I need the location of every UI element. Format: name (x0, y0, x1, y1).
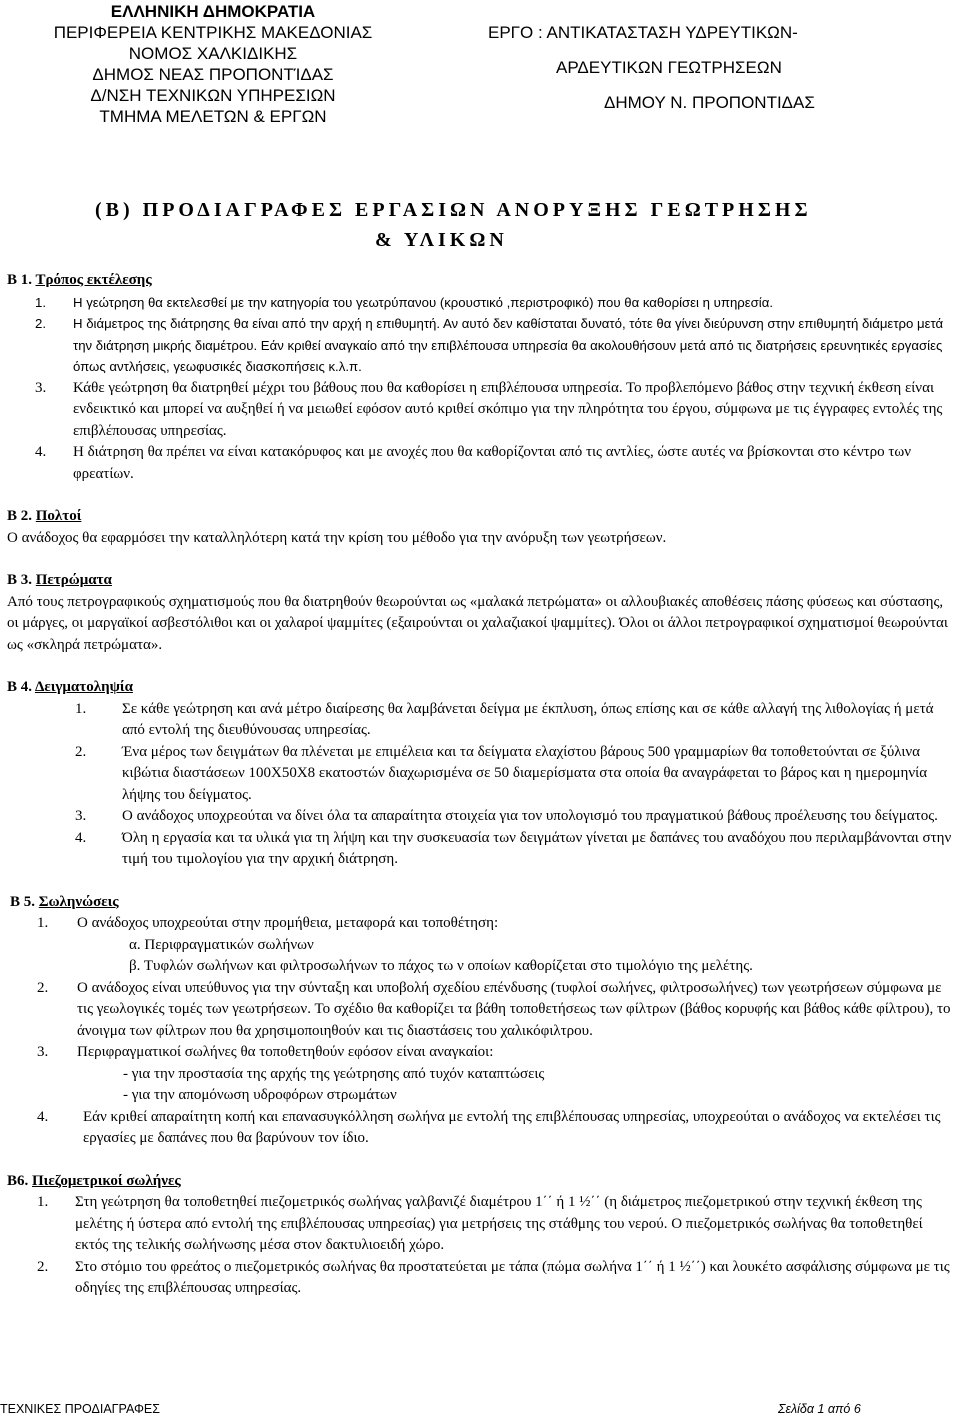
authority-line-2: ΠΕΡΙΦΕΡΕΙΑ ΚΕΝΤΡΙΚΗΣ ΜΑΚΕΔΟΝΙΑΣ (53, 23, 373, 42)
title-line-1: (Β) ΠΡΟΔΙΑΓΡΑΦΕΣ ΕΡΓΑΣΙΩΝ ΑΝΟΡΥΞΗΣ ΓΕΩΤΡΗΣΗΣ (95, 199, 812, 221)
item-number: 4. (75, 829, 87, 846)
item-number: 2. (75, 743, 87, 760)
list-item (7, 978, 957, 1043)
section-b2-title: Πολτοί (35, 508, 82, 524)
item-text: Όλη η εργασία και τα υλικά για τη λήψη και την συσκευασία των δειγμάτων γίνεται με δαπάνες του αναδόχου που περιλαμβάνονται στην τιμή του τιμολογίου για την αρχική διάτρηση. (122, 829, 952, 867)
sub-item: - για την απομόνωση υδροφόρων στρωμάτων (123, 1087, 397, 1103)
item-text: Κάθε γεώτρηση θα διατρηθεί μέχρι του βάθους που θα καθορίσει η επιβλέπουσα υπηρεσία. Το προβλεπόμενο βάθος στην τεχνική έκθεση είναι ενδεικτικό και μπορεί να αυξηθεί ή να μειωθεί εφόσον αυτό κριθεί σκόπιμο για την πληρότητα του έργου, σύμφωνα με τις έγγραφες εντολές της επιβλέπουσας υπηρεσίας. (73, 379, 943, 439)
item-text: Η διάτρηση θα πρέπει να είναι κατακόρυφος και με ανοχές που θα καθορίζονται από τις αντλίες, ώστε αυτές να βρίσκονται στο κέντρο των φρεατίων. (73, 444, 912, 482)
list-item (7, 806, 957, 828)
section-b5-label: Β 5. (10, 893, 39, 910)
item-number: 3. (37, 1044, 49, 1060)
item-text: Εάν κριθεί απαραίτητη κοπή και επανασυγκόλληση σωλήνα με εντολή της επιβλέπουσας υπηρεσίας, υποχρεούται ο ανάδοχος να εκτελέσει τις εργασίες με δαπάνες που θα βαρύνουν τον ίδιο. (83, 1108, 941, 1146)
item-number: 2. (37, 1258, 49, 1275)
section-b1-label: Β 1. (7, 272, 36, 288)
item-text: Ο ανάδοχος υποχρεούται να δίνει όλα τα απαραίτητα στοιχεία για τον υπολογισμό του πραγματικού βάθους προέλευσης του δείγματος. (122, 808, 938, 824)
list-item (7, 1107, 957, 1150)
section-b1-list (7, 292, 957, 378)
item-text: Περιφραγματικοί σωλήνες θα τοποθετηθούν εφόσον είναι αναγκαίοι: (77, 1044, 494, 1060)
title-line-2: & ΥΛΙΚΩΝ (375, 229, 508, 251)
authority-line-4: ΔΗΜΟΣ ΝΕΑΣ ΠΡΟΠΟΝΤΊΔΑΣ (92, 65, 334, 84)
item-number: 1. (75, 700, 87, 717)
section-b1-heading (7, 270, 957, 292)
section-b4-heading (7, 677, 957, 699)
section-b2-heading (7, 506, 957, 528)
list-item (7, 378, 957, 443)
item-number: 2. (37, 979, 49, 996)
section-b2-text: Ο ανάδοχος θα εφαρμόσει την καταλληλότερη κατά την κρίση του μέθοδο για την ανόρυξη των γεωτρήσεων. (7, 529, 667, 546)
section-b5-title: Σωληνώσεις (38, 893, 119, 910)
authority-line-5: Δ/ΝΣΗ ΤΕΧΝΙΚΩΝ ΥΠΗΡΕΣΙΩΝ (90, 86, 336, 105)
item-number: 1. (35, 294, 46, 310)
section-b3-heading (7, 570, 957, 592)
sub-item: - για την προστασία της αρχής της γεώτρησης από τυχόν καταπτώσεις (123, 1065, 545, 1082)
sub-item: β. Τυφλών σωλήνων και φιλτροσωλήνων το πάχος τω ν οποίων καθορίζεται στο τιμολόγιο της μελέτης. (129, 958, 753, 974)
authority-line-6: ΤΜΗΜΑ ΜΕΛΕΤΩΝ & ΕΡΓΩΝ (99, 107, 327, 126)
list-item (7, 699, 957, 742)
item-number: 1. (37, 915, 49, 931)
spacer (7, 656, 957, 677)
item-number: 4. (37, 1108, 49, 1125)
item-number: 3. (35, 379, 47, 396)
document-title (95, 195, 865, 255)
authority-line-3: ΝΟΜΟΣ ΧΑΛΚΙΔΙΚΗΣ (128, 44, 298, 63)
list-item (7, 313, 957, 378)
project-block (488, 21, 848, 114)
item-number: 1. (37, 1194, 49, 1210)
section-b6-heading (7, 1171, 957, 1193)
section-b6-title: Πιεζομετρικοί σωλήνες (32, 1172, 181, 1189)
footer-page-number: Σελίδα 1 από 6 (778, 1402, 861, 1416)
section-b5-heading (10, 892, 957, 914)
list-item (7, 442, 957, 485)
spacer (7, 549, 957, 570)
spacer (7, 485, 957, 506)
item-text: Ένα μέρος των δειγμάτων θα πλένεται με επιμέλεια και τα δείγματα ελαχίστου βάρους 500 γραμμαρίων θα τοποθετούνται σε ξύλινα κιβώτια διαστάσεων 100Χ50Χ8 εκατοστών διαχωρισμένα σε 50 διαμερίσματα στα οποία θα αναγράφεται το βάρος και η ημερομηνία λήψης του δείγματος. (122, 743, 928, 803)
item-text: Σε κάθε γεώτρηση και ανά μέτρο διαίρεσης θα λαμβάνεται δείγμα με έκπλυση, όπως επίσης και σε κάθε αλλαγή της λιθολογίας ή μετά από εντολή της διευθύνουσας υπηρεσίας. (122, 700, 934, 738)
item-text: Ο ανάδοχος είναι υπεύθυνος για την σύνταξη και υποβολή σχεδίου επένδυσης (τυφλοί σωλήνες, φιλτροσωλήνες) των γεωτρήσεων σύμφωνα με τις γεωλογικές τομές των γεωτρήσεων. Το σχέδιο θα καθορίζει τα βάθη τοποθετήσεως των φίλτρων (βάθος κορυφής και βάθος κάθε φίλτρου), το άνοιγμα των φίλτρων που θα χρησιμοποιηθούν και τις διαστάσεις του χαλικόφιλτρου. (77, 979, 951, 1039)
item-text: Ο ανάδοχος υποχρεούται στην προμήθεια, μεταφορά και τοποθέτηση: (77, 915, 499, 931)
section-b6-label: Β6. (7, 1172, 33, 1189)
item-number: 4. (35, 444, 47, 460)
section-b3-label: Β 3. (7, 572, 36, 588)
item-text: Η διάμετρος της διάτρησης θα είναι από την αρχή η επιθυμητή. Αν αυτό δεν καθίσταται δυνατό, τότε θα γίνει διεύρυνση στην επιθυμητή διάμετρο μετά την διάτρηση μικρής διαμέτρου. Εάν κριθεί αναγκαίο από την επιβλέπουσα υπηρεσία θα ακολουθήσουν μετά από τις διατρήσεις ερευνητικές εργασίες όπως αντλήσεις, γεωφυσικές διασκοπήσεις κ.λ.π. (73, 316, 944, 374)
list-item (7, 742, 957, 807)
item-number: 3. (75, 808, 87, 824)
document-body (7, 270, 957, 1300)
section-b3-title: Πετρώματα (35, 572, 112, 588)
item-number: 2. (35, 316, 46, 331)
spacer (7, 1150, 957, 1171)
list-item (7, 292, 957, 314)
list-item (7, 1257, 957, 1300)
spacer (7, 871, 957, 892)
sub-item: α. Περιφραγματικών σωλήνων (129, 936, 314, 953)
authority-line-1: ΕΛΛΗΝΙΚΗ ΔΗΜΟΚΡΑΤΙΑ (110, 2, 316, 21)
list-item (7, 913, 957, 978)
section-b1-list-cont (7, 378, 957, 486)
project-line-3: ΔΗΜΟΥ Ν. ΠΡΟΠΟΝΤΙΔΑΣ (604, 93, 815, 112)
list-item (7, 828, 957, 871)
section-b4-label: Β 4. (7, 679, 35, 695)
project-line-2: ΑΡΔΕΥΤΙΚΩΝ ΓΕΩΤΡΗΣΕΩΝ (556, 58, 782, 77)
item-text: Η γεώτρηση θα εκτελεσθεί με την κατηγορία του γεωτρύπανου (κρουστικό ,περιστροφικό) που θα καθορίσει η υπηρεσία. (73, 294, 774, 310)
issuing-authority-block (8, 1, 418, 127)
section-b4-title: Δειγματοληψία (34, 679, 133, 695)
footer-document-name: ΤΕΧΝΙΚΕΣ ΠΡΟΔΙΑΓΡΑΦΕΣ (0, 1402, 160, 1416)
section-b1-title: Τρόπος εκτέλεσης (35, 272, 152, 288)
section-b2-label: Β 2. (7, 508, 36, 524)
section-b3-text: Από τους πετρογραφικούς σχηματισμούς που θα διατρηθούν θεωρούνται ως «μαλακά πετρώματα» οι αλλουβιακές αποθέσεις πάσης φύσεως και σύστασης, οι μάργες, οι μαργαϊκοί ασβεστόλιθοι και οι χαλαροί ψαμμίτες (εξαιρούνται οι χαλαζιακοί ψαμμίτες). Όλοι οι άλλοι πετρογραφικοί σχηματισμοί θεωρούνται ως «σκληρά πετρώματα». (7, 593, 948, 653)
project-line-1: ΕΡΓΟ : ΑΝΤΙΚΑΤΑΣΤΑΣΗ ΥΔΡΕΥΤΙΚΩΝ- (488, 23, 798, 42)
item-text: Στη γεώτρηση θα τοποθετηθεί πιεζομετρικός σωλήνας γαλβανιζέ διαμέτρου 1΄΄ ή 1 ½΄΄ (η διάμετρος πιεζομετρικού στην τεχνική έκθεση της μελέτης ή ύστερα από εντολή της επιβλέπουσας υπηρεσίας) για μετρήσεις της στάθμης του νερού. Ο πιεζομετρικός σωλήνας θα τοποθετηθεί εκτός της τελικής σωλήνωσης μέσα στον δακτυλιοειδή χώρο. (75, 1194, 923, 1253)
list-item (7, 1042, 957, 1107)
item-text: Στο στόμιο του φρεάτος ο πιεζομετρικός σωλήνας θα προστατεύεται με τάπα (πώμα σωλήνα 1΄΄ ή 1 ½΄΄) και λουκέτο ασφάλισης σύμφωνα με τις οδηγίες της επιβλέπουσας υπηρεσίας. (75, 1258, 950, 1296)
list-item (7, 1192, 957, 1257)
